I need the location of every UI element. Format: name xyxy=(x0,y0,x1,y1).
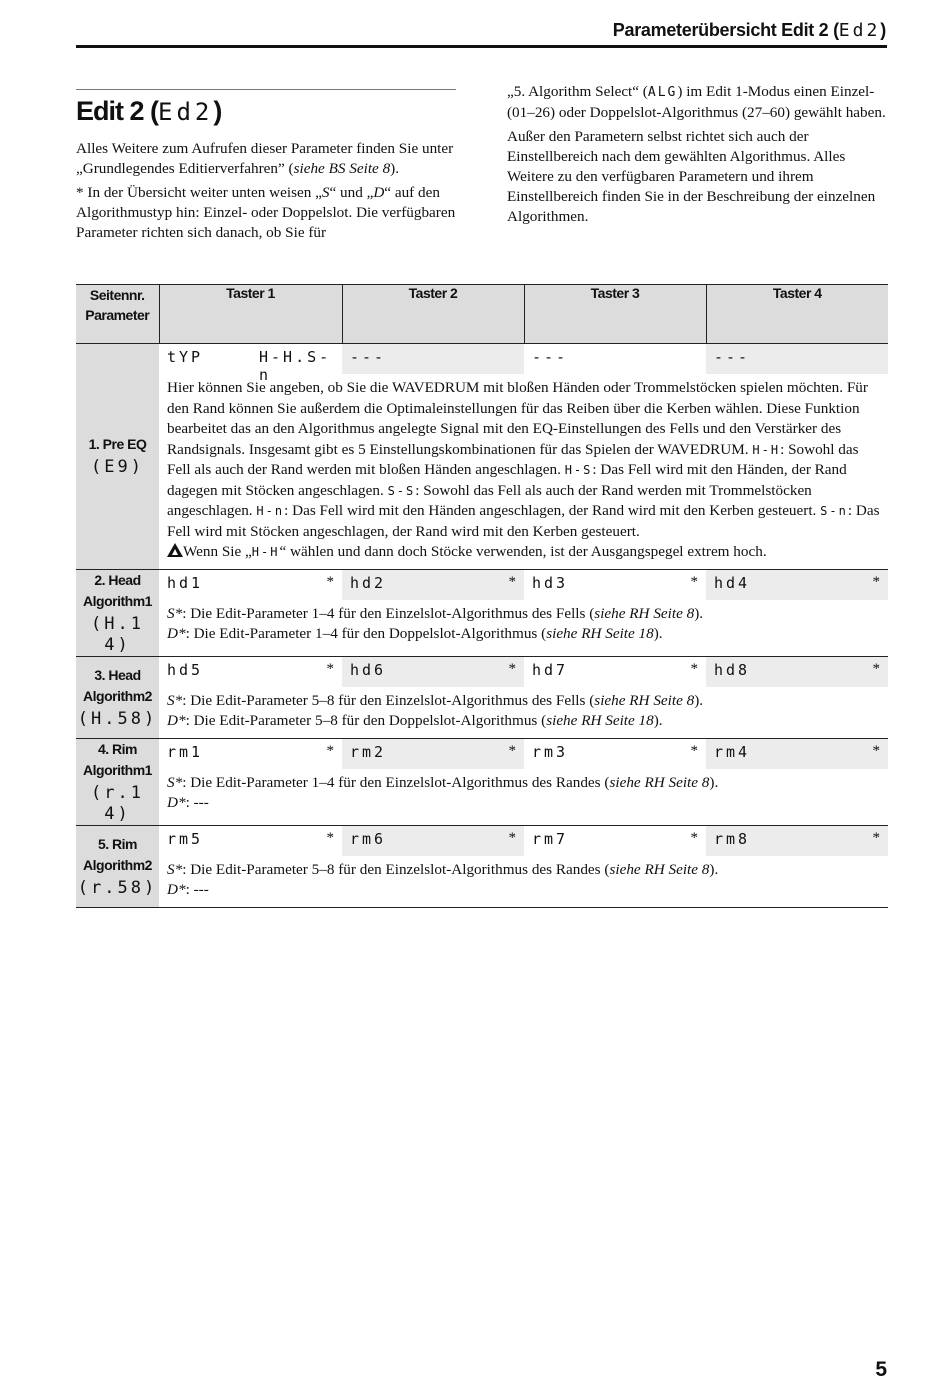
option-1-text: : Sowohl das Fell als auch der Rand werden mit bloßen Händen angeschlagen. xyxy=(167,440,859,478)
option-3-seg: S-S xyxy=(387,483,416,498)
row-seg-label: (H.1 4) xyxy=(91,613,144,655)
note-text-a: Wenn Sie „ xyxy=(183,543,252,560)
taster-4-value: --- xyxy=(714,348,751,366)
taster-2-value: hd6 xyxy=(350,660,387,679)
row-label-1: 4. Rim xyxy=(97,740,137,757)
taster-3-star: * xyxy=(690,742,698,759)
intro-p1-text: Alles Weitere zum Aufrufen dieser Parameter finden Sie unter „Grundlegendes Editierverfahren” ( xyxy=(76,140,454,177)
warning-note-icon xyxy=(167,543,183,557)
table-row xyxy=(76,656,888,687)
running-header-seg: Ed2 xyxy=(838,20,881,41)
taster-2-value: --- xyxy=(350,348,387,366)
section-title-text: Edit 2 ( xyxy=(76,96,159,126)
running-header xyxy=(613,20,886,41)
intro-paragraph-2 xyxy=(76,183,461,243)
option-1-seg: H-H xyxy=(752,442,781,457)
s-end: ). xyxy=(694,604,704,622)
s-key: S* xyxy=(167,773,183,791)
d-text: : --- xyxy=(185,881,209,898)
taster-1-cell xyxy=(159,656,342,687)
row-key-rim-algorithm1 xyxy=(76,738,159,825)
table-row xyxy=(76,825,888,856)
taster-4-cell xyxy=(706,569,888,600)
row-key-head-algorithm2 xyxy=(76,656,159,738)
taster-4-cell xyxy=(706,344,888,375)
row-label-2: Algorithm1 xyxy=(83,592,152,609)
section-title-end: ) xyxy=(213,96,222,126)
pre-eq-desc-main: Hier können Sie angeben, ob Sie die WAVEDRUM mit bloßen Händen oder Trommelstöcken spielen möchten. Für den Rand können Sie außerdem die Optimaleinstellungen für das Reiben über die Kerben wählen. Diese Funktion bearbeitet das an den Algorithmus angelegte Signal mit den EQ-Einstellungen des Fells und den Verstärker des Randsignals. Insgesamt gibt es 5 Einstellungskombinationen für das Spielen der WAVEDRUM. xyxy=(167,379,868,458)
table-header-row xyxy=(76,285,888,344)
d-ref: siehe RH Seite 18 xyxy=(546,712,654,729)
taster-1-cell xyxy=(159,825,342,856)
row-description xyxy=(159,600,888,657)
option-4-seg: H-n xyxy=(256,504,285,518)
table-row-desc xyxy=(76,374,888,569)
taster-4-star: * xyxy=(872,742,880,759)
page-number: 5 xyxy=(875,1358,887,1381)
section-title xyxy=(76,96,221,127)
s-end: ). xyxy=(709,773,719,791)
taster-1-value: rm5 xyxy=(167,829,204,848)
taster-2-cell xyxy=(342,825,524,856)
taster-3-value: rm7 xyxy=(532,829,569,848)
table-row xyxy=(76,344,888,375)
taster-3-star: * xyxy=(690,573,698,590)
s-ref: siehe RH Seite 8 xyxy=(609,773,710,791)
taster-1-range: H-H.S-n xyxy=(259,348,332,384)
taster-3-cell xyxy=(524,344,706,375)
header-taster-2: Taster 2 xyxy=(342,285,524,344)
header-taster-4: Taster 4 xyxy=(706,285,888,344)
taster-4-value: hd4 xyxy=(714,573,751,592)
s-text: : Die Edit-Parameter 1–4 für den Einzelslot-Algorithmus des Randes ( xyxy=(182,773,610,791)
note-seg: H-H xyxy=(251,545,280,559)
taster-4-star: * xyxy=(872,660,880,677)
row-label-2: Algorithm1 xyxy=(83,761,152,778)
option-3-text: : Sowohl das Fell als auch der Rand werden mit Trommelstöcken angeschlagen. xyxy=(167,481,812,519)
pre-eq-description xyxy=(159,374,888,569)
taster-2-cell xyxy=(342,569,524,600)
intro-p1-end: ). xyxy=(390,160,400,177)
taster-2-value: rm6 xyxy=(350,829,387,848)
s-ref: siehe RH Seite 8 xyxy=(594,691,695,709)
intro-paragraph-1 xyxy=(76,139,461,179)
taster-2-value: rm2 xyxy=(350,742,387,761)
intro-p3-b: ) im Edit 1-Modus einen Einzel- (01–26) oder Doppelslot-Algorithmus (27–60) gewählt haben. xyxy=(507,83,886,121)
s-key: S* xyxy=(167,691,183,709)
row-description xyxy=(159,856,888,908)
section-rule xyxy=(76,89,456,90)
taster-2-value: hd2 xyxy=(350,573,387,592)
row-seg-label: (r.58) xyxy=(77,877,158,898)
header-key-line2: Parameter xyxy=(85,307,150,323)
s-ref: siehe RH Seite 8 xyxy=(594,604,695,622)
taster-1-value: hd1 xyxy=(167,573,204,592)
intro-p2-s: S xyxy=(321,184,330,201)
taster-3-cell xyxy=(524,656,706,687)
header-rule xyxy=(76,45,887,48)
taster-1-cell xyxy=(159,569,342,600)
d-end: ). xyxy=(653,712,663,729)
taster-3-cell xyxy=(524,738,706,769)
taster-2-star: * xyxy=(508,742,516,759)
taster-1-value: tYP xyxy=(167,348,204,366)
taster-4-cell xyxy=(706,738,888,769)
d-text: : --- xyxy=(185,794,209,811)
table-row-desc xyxy=(76,600,888,657)
row-label-2: Algorithm2 xyxy=(83,687,152,704)
row-label-1: 5. Rim xyxy=(97,835,137,852)
taster-4-value: hd8 xyxy=(714,660,751,679)
taster-1-value: hd5 xyxy=(167,660,204,679)
intro-p2-c: “ auf den Algorithmustyp hin: Einzel- oder Doppelslot. Die verfügbaren Parameter richten sich danach, ob Sie für xyxy=(76,184,456,241)
taster-1-star: * xyxy=(326,573,334,590)
row-description xyxy=(159,769,888,826)
intro-p1-ref: siehe BS Seite 8 xyxy=(293,160,391,177)
taster-2-star: * xyxy=(508,829,516,846)
row-label-1: 3. Head xyxy=(94,666,141,683)
table-row-desc xyxy=(76,687,888,739)
s-text: : Die Edit-Parameter 5–8 für den Einzelslot-Algorithmus des Fells ( xyxy=(182,691,595,709)
d-key: D* xyxy=(167,794,186,811)
section-title-seg: Ed2 xyxy=(158,98,214,126)
taster-1-cell xyxy=(159,738,342,769)
intro-p3-seg: ALG xyxy=(647,85,678,100)
d-text: : Die Edit-Parameter 5–8 für den Doppelslot-Algorithmus ( xyxy=(185,712,547,729)
taster-4-value: rm8 xyxy=(714,829,751,848)
taster-1-cell xyxy=(159,344,342,384)
taster-3-value: rm3 xyxy=(532,742,569,761)
header-taster-1: Taster 1 xyxy=(159,285,342,344)
table-row-desc xyxy=(76,856,888,908)
taster-4-star: * xyxy=(872,573,880,590)
s-end: ). xyxy=(694,691,704,709)
row-key-head-algorithm1 xyxy=(76,569,159,656)
d-key: D* xyxy=(167,625,186,642)
taster-3-value: hd7 xyxy=(532,660,569,679)
taster-3-value: hd3 xyxy=(532,573,569,592)
taster-4-cell xyxy=(706,656,888,687)
s-key: S* xyxy=(167,860,183,878)
intro-paragraph-4: Außer den Parametern selbst richtet sich auch der Einstellbereich nach dem gewählten Algorithmus. Alles Weitere zu den verfügbaren Parametern und ihrem Einstellbereich finden Sie in der Beschreibung der einzelnen Algorithmen. xyxy=(507,128,876,225)
row-key-pre-eq xyxy=(76,344,159,570)
option-5-text: : Das Fell wird mit Stöcken angeschlagen, der Rand wird mit den Kerben gesteuert. xyxy=(167,502,880,540)
taster-2-star: * xyxy=(508,660,516,677)
running-header-end: ) xyxy=(880,20,886,40)
parameter-table xyxy=(76,284,888,908)
d-end: ). xyxy=(653,625,663,642)
row-label-1: 2. Head xyxy=(94,571,141,588)
d-key: D* xyxy=(167,712,186,729)
row-label: 1. Pre EQ xyxy=(88,436,147,453)
intro-p2-d: D xyxy=(373,184,385,201)
taster-4-star: * xyxy=(872,829,880,846)
option-4-text: : Das Fell wird mit den Händen angeschlagen, der Rand wird mit den Kerben gesteuert. xyxy=(284,502,817,519)
table-row xyxy=(76,738,888,769)
intro-paragraph-3 xyxy=(507,82,889,123)
running-header-text: Parameterübersicht Edit 2 ( xyxy=(612,20,839,40)
intro-left xyxy=(76,139,461,247)
taster-1-star: * xyxy=(326,742,334,759)
taster-3-cell xyxy=(524,569,706,600)
table-row xyxy=(76,569,888,600)
taster-2-cell xyxy=(342,344,524,375)
option-2-text: : Das Fell wird mit den Händen, der Rand dagegen mit Stöcken angeschlagen. xyxy=(167,461,847,499)
taster-2-star: * xyxy=(508,573,516,590)
taster-3-value: --- xyxy=(532,348,569,366)
row-seg-label: (E9) xyxy=(91,457,144,478)
intro-p3-a: „5. Algorithm Select“ ( xyxy=(507,83,648,100)
taster-1-star: * xyxy=(326,660,334,677)
table-row-desc xyxy=(76,769,888,826)
d-ref: siehe RH Seite 18 xyxy=(546,625,654,642)
intro-right xyxy=(507,82,889,231)
s-text: : Die Edit-Parameter 5–8 für den Einzelslot-Algorithmus des Randes ( xyxy=(182,860,610,878)
header-taster-3: Taster 3 xyxy=(524,285,706,344)
s-ref: siehe RH Seite 8 xyxy=(609,860,710,878)
row-key-rim-algorithm2 xyxy=(76,825,159,907)
row-seg-label: (r.1 4) xyxy=(91,782,144,824)
option-5-seg: S-n xyxy=(820,504,848,518)
note-text-b: “ wählen und dann doch Stöcke verwenden, ist der Ausgangspegel extrem hoch. xyxy=(279,543,767,560)
taster-3-star: * xyxy=(690,829,698,846)
s-end: ). xyxy=(709,860,719,878)
row-description xyxy=(159,687,888,739)
header-key-cell xyxy=(76,285,159,344)
s-key: S* xyxy=(167,604,183,622)
taster-3-cell xyxy=(524,825,706,856)
taster-1-star: * xyxy=(326,829,334,846)
option-2-seg: H-S xyxy=(564,463,593,477)
intro-p2-b: “ und „ xyxy=(329,184,374,201)
taster-2-cell xyxy=(342,656,524,687)
s-text: : Die Edit-Parameter 1–4 für den Einzelslot-Algorithmus des Fells ( xyxy=(182,604,595,622)
taster-1-value: rm1 xyxy=(167,742,204,761)
header-key-line1: Seitennr. xyxy=(89,287,145,303)
d-text: : Die Edit-Parameter 1–4 für den Doppelslot-Algorithmus ( xyxy=(185,625,547,642)
taster-4-value: rm4 xyxy=(714,742,751,761)
taster-3-star: * xyxy=(690,660,698,677)
row-label-2: Algorithm2 xyxy=(83,856,152,873)
taster-4-cell xyxy=(706,825,888,856)
row-seg-label: (H.58) xyxy=(77,708,158,729)
intro-p2-a: * In der Übersicht weiter unten weisen „ xyxy=(76,184,322,201)
taster-2-cell xyxy=(342,738,524,769)
d-key: D* xyxy=(167,881,186,898)
